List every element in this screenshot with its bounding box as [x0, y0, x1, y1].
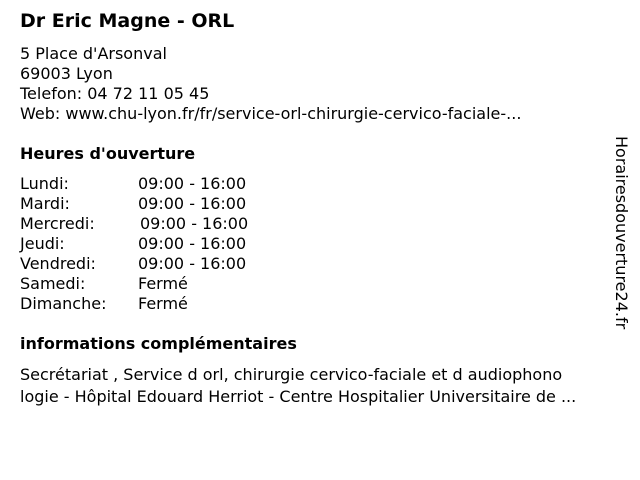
- info-line: logie - Hôpital Edouard Herriot - Centre Hospitalier Universitaire de ...: [20, 387, 577, 406]
- website-link[interactable]: Web: www.chu-lyon.fr/fr/service-orl-chirurgie-cervico-faciale-...: [20, 104, 522, 123]
- time-value: 09:00 - 16:00: [138, 194, 247, 213]
- day-label: Jeudi:: [20, 234, 65, 253]
- hours-row-wednesday: [20, 214, 280, 234]
- time-value: 09:00 - 16:00: [138, 254, 247, 273]
- time-value: Fermé: [138, 294, 188, 313]
- time-value: Fermé: [138, 274, 188, 293]
- day-label: Lundi:: [20, 174, 69, 193]
- brand-watermark: Horairesdouverture24.fr: [612, 136, 631, 330]
- time-value: 09:00 - 16:00: [138, 174, 247, 193]
- additional-info-text: [20, 364, 576, 408]
- hours-heading: Heures d'ouverture: [20, 144, 196, 163]
- street-address: 5 Place d'Arsonval: [20, 44, 167, 63]
- time-value: 09:00 - 16:00: [138, 234, 247, 253]
- opening-hours-table: [20, 174, 280, 314]
- phone-number[interactable]: Telefon: 04 72 11 05 45: [20, 84, 210, 103]
- day-label: Mercredi:: [20, 214, 95, 233]
- hours-row-friday: [20, 254, 280, 274]
- info-heading: informations complémentaires: [20, 334, 297, 353]
- address-block: [20, 44, 521, 124]
- hours-row-sunday: [20, 294, 280, 314]
- day-label: Mardi:: [20, 194, 70, 213]
- hours-row-monday: [20, 174, 280, 194]
- city-address: 69003 Lyon: [20, 64, 113, 83]
- hours-row-saturday: [20, 274, 280, 294]
- time-value: 09:00 - 16:00: [140, 214, 249, 233]
- info-line: Secrétariat , Service d orl, chirurgie cervico-faciale et d audiophono: [20, 365, 563, 384]
- page-title: Dr Eric Magne - ORL: [20, 10, 235, 32]
- hours-row-thursday: [20, 234, 280, 254]
- hours-row-tuesday: [20, 194, 280, 214]
- day-label: Vendredi:: [20, 254, 96, 273]
- day-label: Samedi:: [20, 274, 86, 293]
- day-label: Dimanche:: [20, 294, 107, 313]
